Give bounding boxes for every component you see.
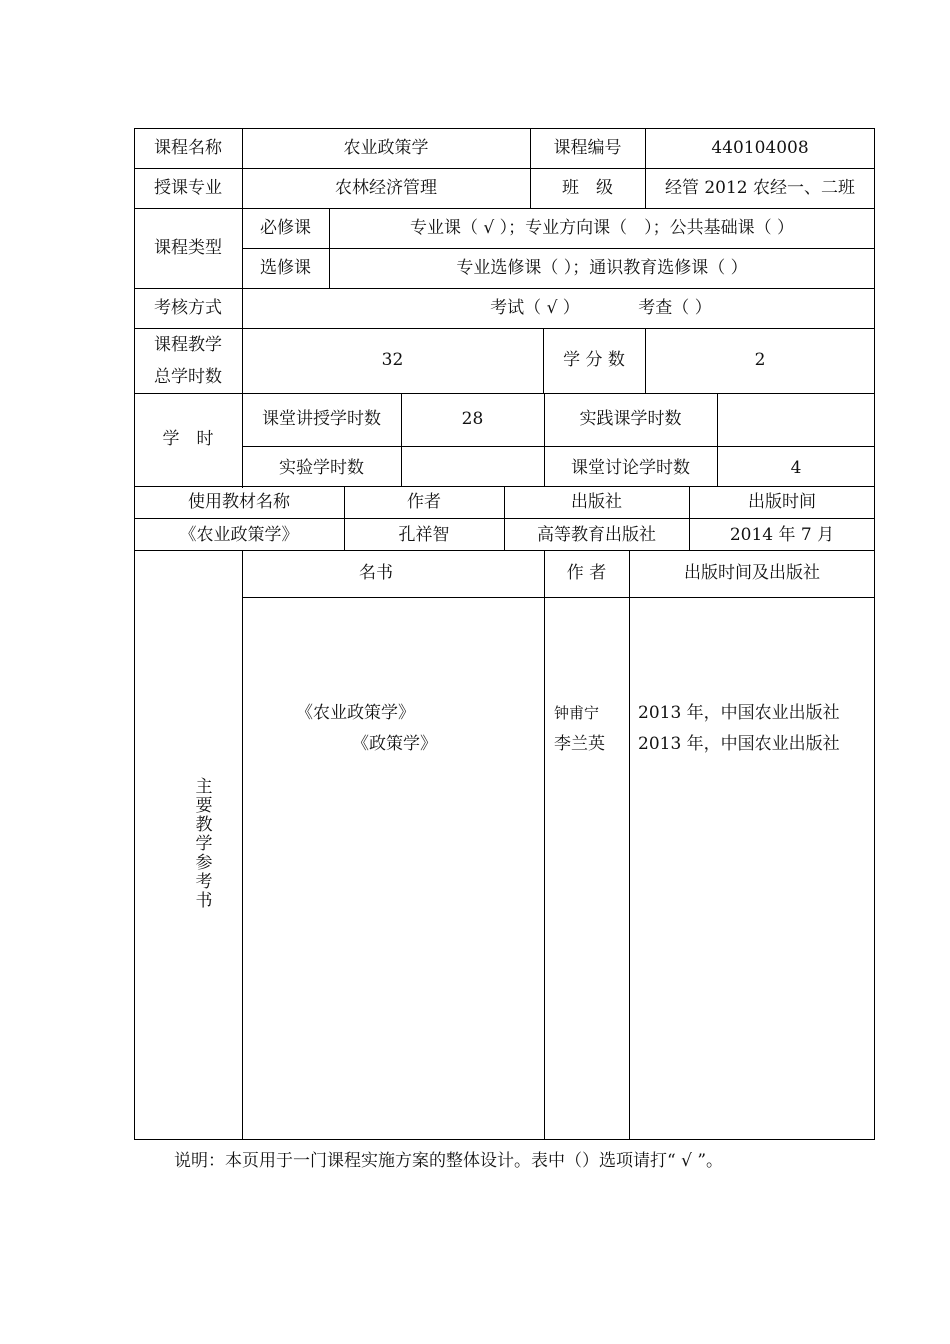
elective-label: 选修课 [260, 257, 311, 278]
row-divider [242, 597, 875, 598]
reference-book-pub: 2013 年，中国农业出版社 [638, 733, 840, 754]
textbook-name-header: 使用教材名称 [188, 491, 290, 512]
practice-hours-value [717, 393, 875, 446]
col-divider [629, 550, 630, 1140]
assessment-check: 考查（ ） [638, 297, 712, 318]
lab-hours-label: 实验学时数 [279, 457, 364, 478]
references-author-header: 作 者 [566, 563, 607, 584]
total-hours-label-line1: 课程教学 [154, 334, 222, 355]
col-divider [242, 550, 243, 1140]
textbook-author: 孔祥智 [398, 524, 450, 545]
total-hours-value: 32 [381, 350, 404, 371]
course-name-label: 课程名称 [154, 137, 222, 158]
reference-book-author: 钟甫宁 [554, 704, 600, 723]
lecture-hours-value: 28 [461, 409, 484, 430]
class-value: 经管 2012 农经一、二班 [664, 177, 856, 198]
references-name-header: 名书 [359, 563, 393, 584]
row-divider [242, 446, 875, 447]
discussion-hours-label: 课堂讨论学时数 [571, 457, 690, 478]
references-side-label: 主要教学参考书 [195, 777, 213, 911]
textbook-author-header: 作者 [407, 491, 441, 512]
textbook-publisher: 高等教育出版社 [537, 524, 656, 545]
course-name-value: 农业政策学 [343, 137, 429, 158]
reference-book-pub: 2013 年，中国农业出版社 [638, 702, 840, 723]
course-type-label: 课程类型 [154, 237, 222, 258]
total-hours-label-line2: 总学时数 [154, 366, 222, 387]
textbook-name: 《农业政策学》 [179, 524, 299, 545]
footnote: 说明：本页用于一门课程实施方案的整体设计。表中（）选项请打“ √ ”。 [174, 1151, 724, 1171]
textbook-date-header: 出版时间 [748, 491, 816, 512]
major-label: 授课专业 [154, 177, 222, 198]
practice-hours-label: 实践课学时数 [579, 409, 682, 430]
references-pub-header: 出版时间及出版社 [684, 563, 820, 584]
discussion-hours-value: 4 [790, 457, 802, 478]
credit-label: 学 分 数 [563, 350, 625, 371]
reference-book-author: 李兰英 [554, 733, 605, 754]
class-label: 班 级 [562, 177, 613, 198]
reference-book-name: 《政策学》 [352, 733, 437, 754]
assessment-exam: 考试（ √ ） [490, 297, 580, 318]
lecture-hours-label: 课堂讲授学时数 [262, 409, 381, 430]
reference-book-name: 《农业政策学》 [296, 702, 415, 723]
textbook-publisher-header: 出版社 [571, 491, 622, 512]
textbook-date: 2014 年 7 月 [729, 524, 835, 545]
elective-options: 专业选修课（ ）；通识教育选修课（ ） [456, 257, 748, 278]
col-divider [544, 550, 545, 1140]
credit-value: 2 [754, 350, 766, 371]
major-value: 农林经济管理 [335, 177, 437, 198]
course-code-value: 440104008 [711, 137, 809, 158]
required-label: 必修课 [260, 217, 311, 238]
course-code-label: 课程编号 [553, 137, 622, 158]
required-options: 专业课（ √ ）；专业方向课（ ）；公共基础课（ ） [409, 217, 795, 238]
lab-hours-value [401, 448, 544, 488]
hours-label: 学 时 [162, 429, 214, 450]
assessment-label: 考核方式 [154, 297, 222, 318]
